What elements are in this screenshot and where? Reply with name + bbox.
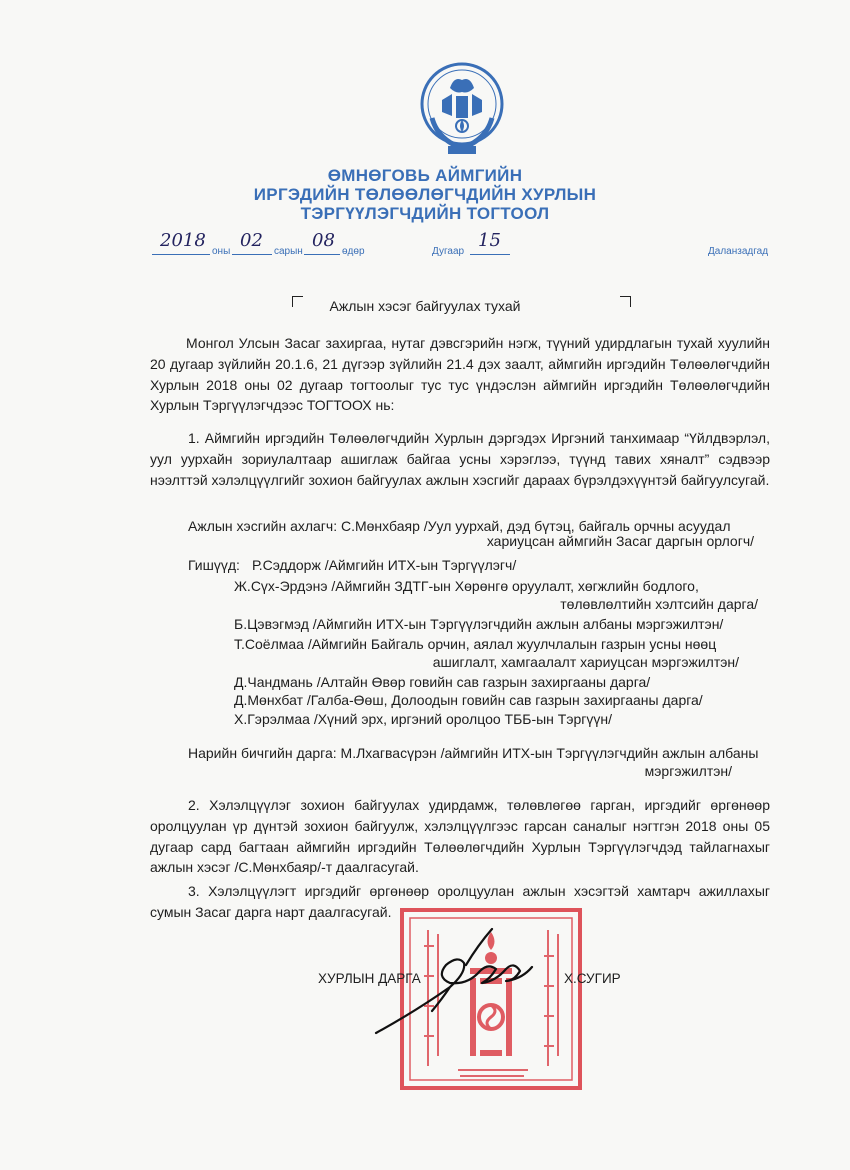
intro-paragraph: Монгол Улсын Засаг захиргаа, нутаг дэвсгэрийн нэгж, түүний удирдлагын тухай хуулийн 20 дугаар зүйлийн 20.1.6, 21 дүгээр зүйлийн 21.4 дэх заалт, аймгийн иргэдийн Төлөөлөгчдийн Хурлын 2018 оны 02 дугаар тогтоолыг тус тус үндэслэн аймгийн иргэдийн Төлөөлөгчдийн Хурлын Тэргүүлэгчдээс ТОГТООХ нь: [150,335,770,414]
date-day: 08 [312,230,335,251]
document-subject: Ажлын хэсэг байгуулах тухай [329,298,521,314]
date-row [0,230,850,260]
date-year-label: оны [212,246,231,257]
number-label: Дугаар [432,246,465,257]
chair-line-1: Ажлын хэсгийн ахлагч: С.Мөнхбаяр /Уул уурхай, дэд бүтэц, байгаль орчны асуудал [188,518,731,534]
chair-line-2: хариуцсан аймгийн Засаг даргын орлогч/ [486,533,754,549]
members-label: Гишүүд: [188,557,240,573]
date-month-label: сарын [274,246,303,257]
member-4-line-2: ашиглалт, хамгаалалт хариуцсан мэргэжилтэн/ [432,654,739,670]
member-1: Р.Сэддорж /Аймгийн ИТХ-ын Тэргүүлэгч/ [252,557,517,573]
signature-title: ХУРЛЫН ДАРГА [318,971,421,986]
place-name: Даланзадгад [708,246,769,257]
member-4-line-1: Т.Соёлмаа /Аймгийн Байгаль орчин, аялал жуулчлалын газрын усны нөөц [234,636,717,652]
header-line-2: ИРГЭДИЙН ТӨЛӨӨЛӨГЧДИЙН ХУРЛЫН [253,185,597,204]
secretary-line-2: мэргэжилтэн/ [644,763,732,779]
date-month: 02 [240,230,263,251]
date-day-label: өдөр [342,246,365,257]
item-2-paragraph: 2. Хэлэлцүүлэг зохион байгуулах удирдамж, төлөвлөгөө гарган, иргэдийг өргөнөөр оролцуулан үр дүнтэй зохион байгуулж, хэлэлцүүлгээс гарсан саналыг нэгтгэн 2018 оны 05 дугаар сард багтаан аймгийн иргэдийн Төлөөлөгчдийн Хурлын Тэргүүлэгчдэд тайлагнахыг ажлын хэсэг /С.Мөнхбаяр/-т даалгасугай. [150,797,770,876]
item-3-paragraph: 3. Хэлэлцүүлэгт иргэдийг өргөнөөр оролцуулан ажлын хэсэгтэй хамтарч ажиллахыг сумын Засаг дарга нарт даалгасугай. [150,883,770,920]
member-2-line-2: төлөвлөлтийн хэлтсийн дарга/ [560,596,758,612]
member-7: Х.Гэрэлмаа /Хүний эрх, иргэний оролцоо ТББ-ын Тэргүүн/ [234,711,613,727]
document-number: 15 [478,230,501,251]
header-line-3: ТЭРГҮҮЛЭГЧДИЙН ТОГТООЛ [300,204,550,223]
handwritten-signature [346,925,576,1045]
date-year: 2018 [160,230,206,251]
signature-name: Х.СУГИР [564,971,621,986]
member-5: Д.Чандмань /Алтайн Өвөр говийн сав газрын захиргааны дарга/ [234,674,651,690]
secretary-line-1: Нарийн бичгийн дарга: М.Лхагвасүрэн /аймгийн ИТХ-ын Тэргүүлэгчдийн ажлын албаны [188,745,759,761]
member-6: Д.Мөнхбат /Галба-Өөш, Долоодын говийн сав газрын захиргааны дарга/ [234,692,703,708]
state-emblem-icon [418,58,506,158]
header-line-1: ӨМНӨГОВЬ АЙМГИЙН [327,166,523,185]
member-2-line-1: Ж.Сүх-Эрдэнэ /Аймгийн ЗДТГ-ын Хөрөнгө оруулалт, хөгжлийн бодлого, [234,578,699,594]
item-1-paragraph: 1. Аймгийн иргэдийн Төлөөлөгчдийн Хурлын дэргэдэх Иргэний танхимаар “Үйлдвэрлэл, уул уурхайн зориулалтаар ашиглаж байгаа усны хэрэглээ, түүнд тавих хяналт” сэдвээр нээлттэй хэлэлцүүлгийг зохион байгуулах ажлын хэсгийг дараах бүрэлдэхүүнтэй байгуулсугай. [150,430,770,488]
member-3: Б.Цэвэгмэд /Аймгийн ИТХ-ын Тэргүүлэгчдийн ажлын албаны мэргэжилтэн/ [234,616,724,632]
